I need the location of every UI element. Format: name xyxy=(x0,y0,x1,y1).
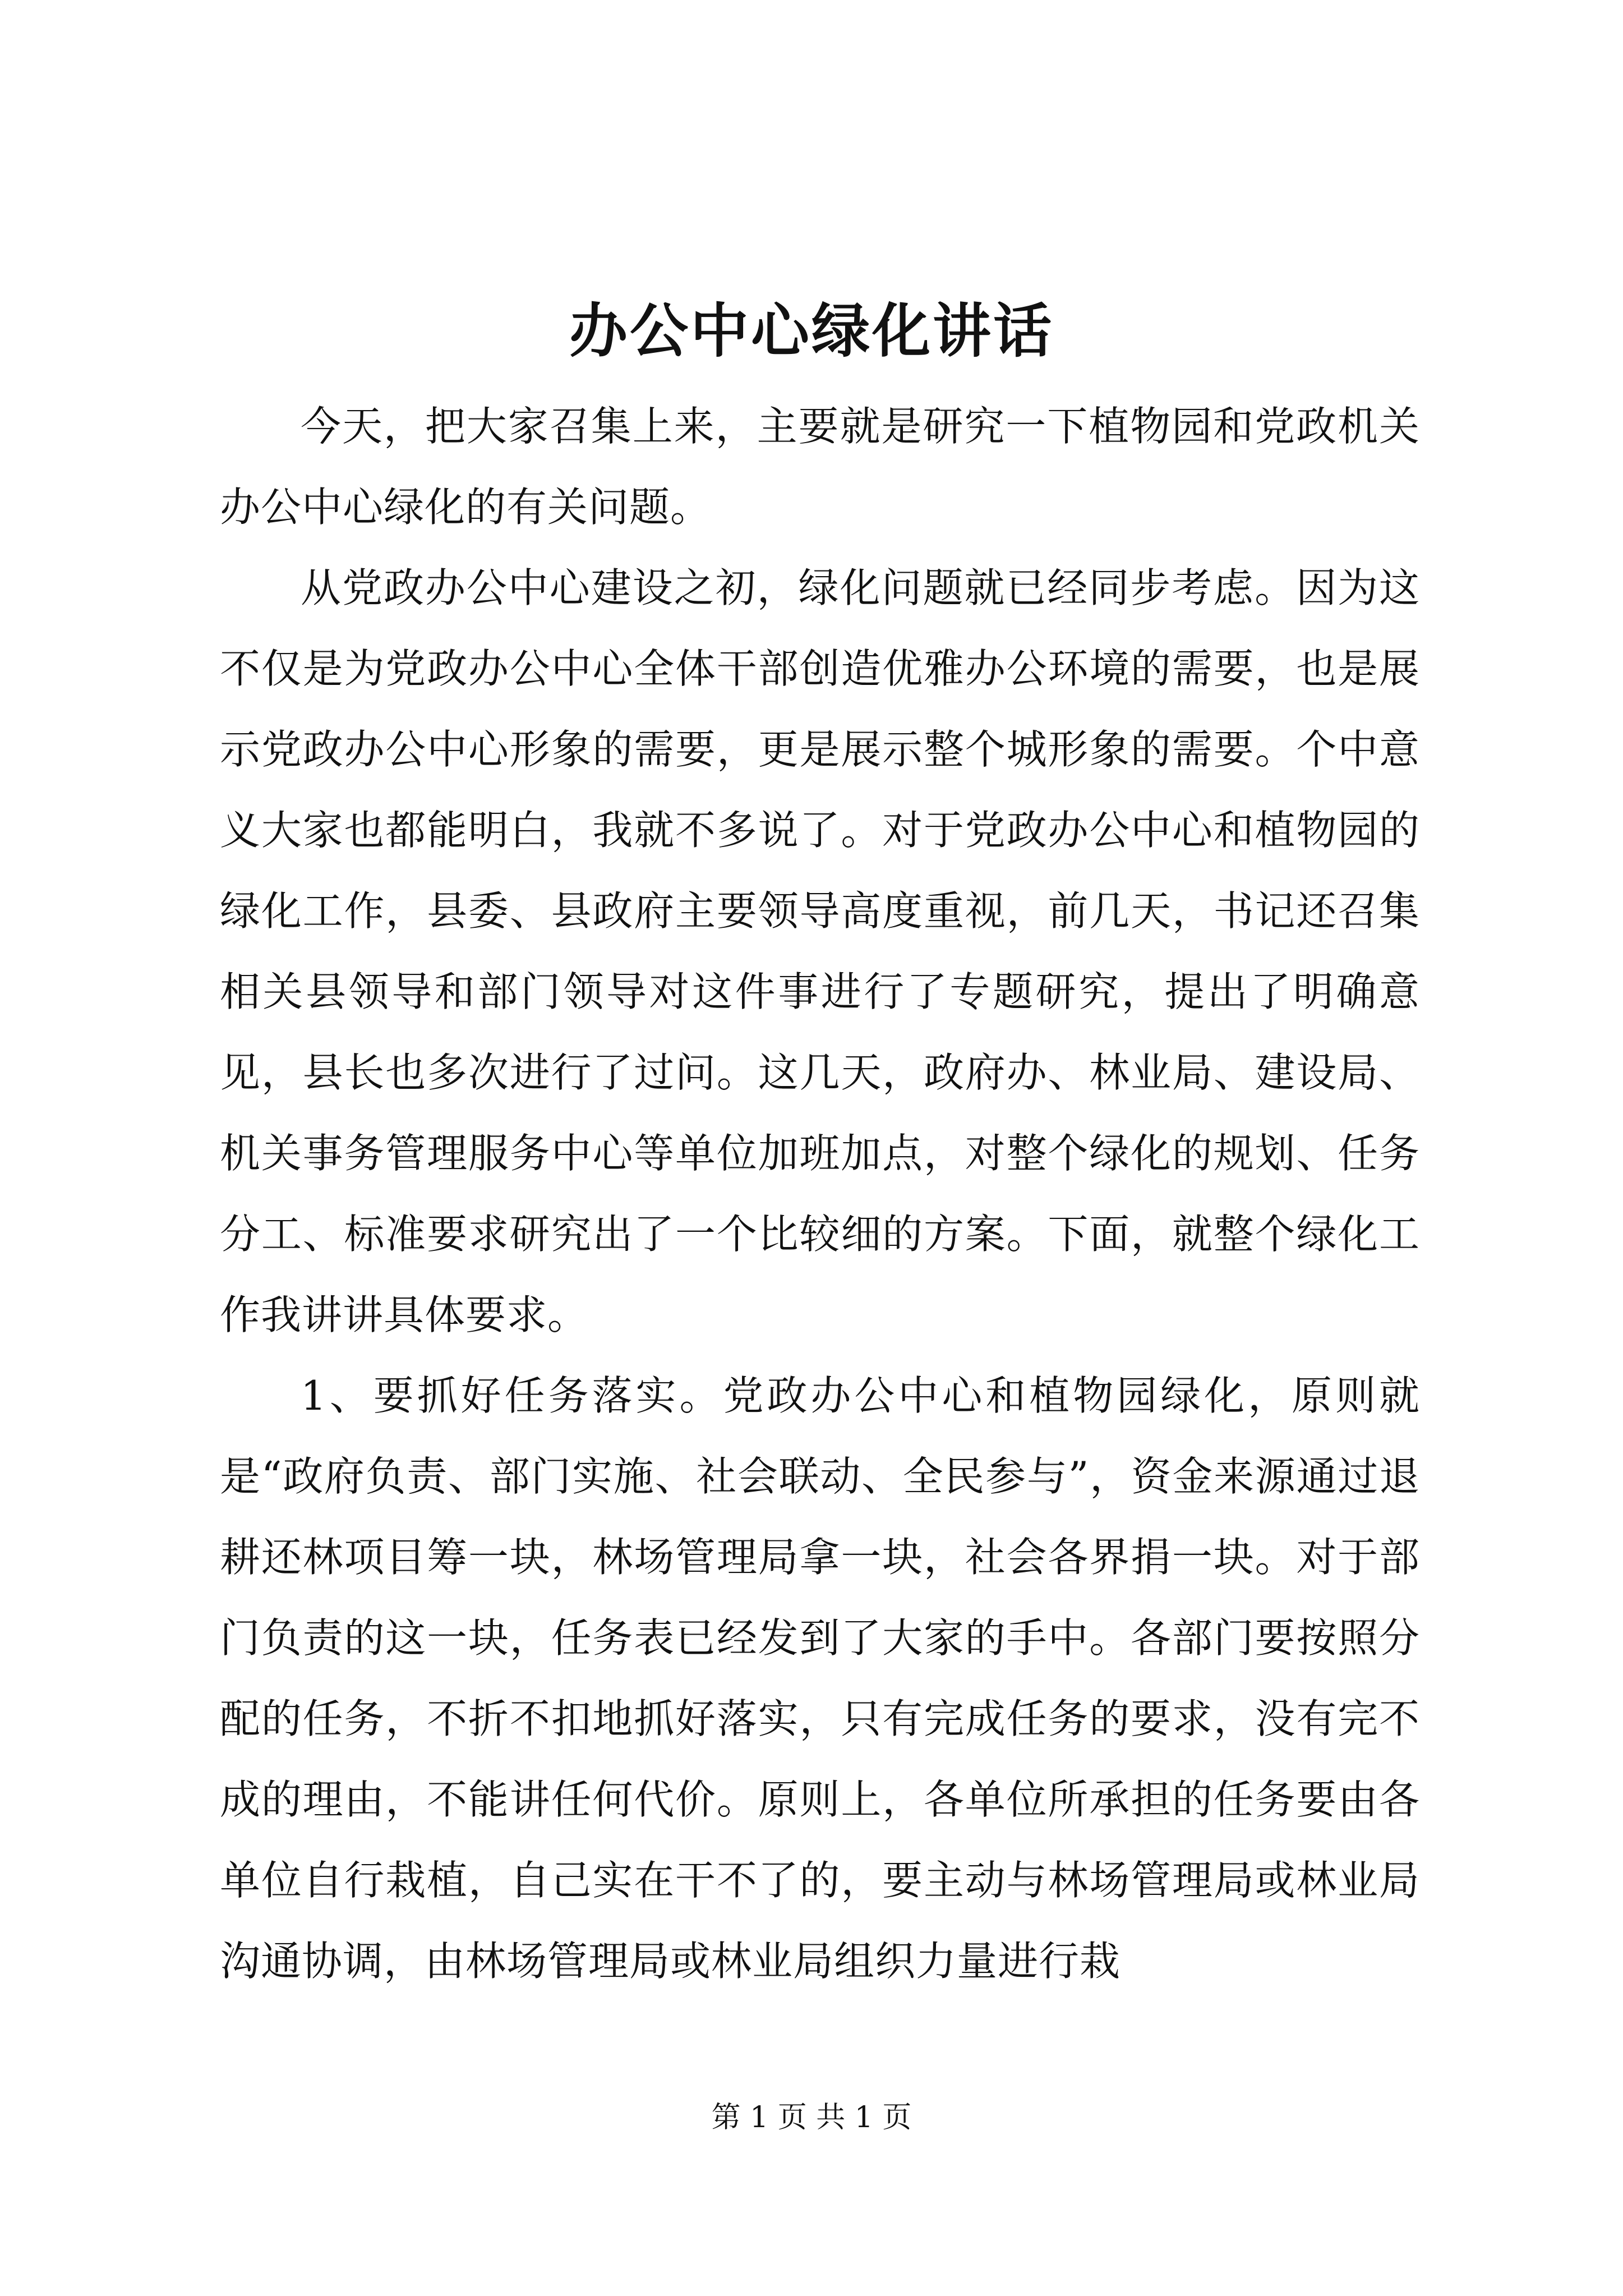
page-footer xyxy=(0,2098,1623,2137)
document-body xyxy=(220,386,1420,2001)
page-number-label: 第 1 页 共 1 页 xyxy=(711,2101,912,2134)
paragraph-1: 今天，把大家召集上来，主要就是研究一下植物园和党政机关办公中心绿化的有关问题。 xyxy=(220,403,1420,531)
paragraph-3: 1、要抓好任务落实。党政办公中心和植物园绿化，原则就是“政府负责、部门实施、社会联动、全民参与”，资金来源通过退耕还林项目筹一块，林场管理局拿一块，社会各界捐一块。对于部门负责的这一块，任务表已经发到了大家的手中。各部门要按照分配的任务，不折不扣地抓好落实，只有完成任务的要求，没有完不成的理由，不能讲任何代价。原则上，各单位所承担的任务要由各单位自行栽植，自己实在干不了的，要主动与林场管理局或林业局沟通协调，由林场管理局或林业局组织力量进行栽 xyxy=(220,1372,1420,1985)
paragraph-2: 从党政办公中心建设之初，绿化问题就已经同步考虑。因为这不仅是为党政办公中心全体干部创造优雅办公环境的需要，也是展示党政办公中心形象的需要，更是展示整个城形象的需要。个中意义大家也都能明白，我就不多说了。对于党政办公中心和植物园的绿化工作，县委、县政府主要领导高度重视，前几天，书记还召集相关县领导和部门领导对这件事进行了专题研究，提出了明确意见，县长也多次进行了过问。这几天，政府办、林业局、建设局、机关事务管理服务中心等单位加班加点，对整个绿化的规划、任务分工、标准要求研究出了一个比较细的方案。下面，就整个绿化工作我讲讲具体要求。 xyxy=(220,564,1420,1338)
document-title: 办公中心绿化讲话 xyxy=(569,296,1054,365)
